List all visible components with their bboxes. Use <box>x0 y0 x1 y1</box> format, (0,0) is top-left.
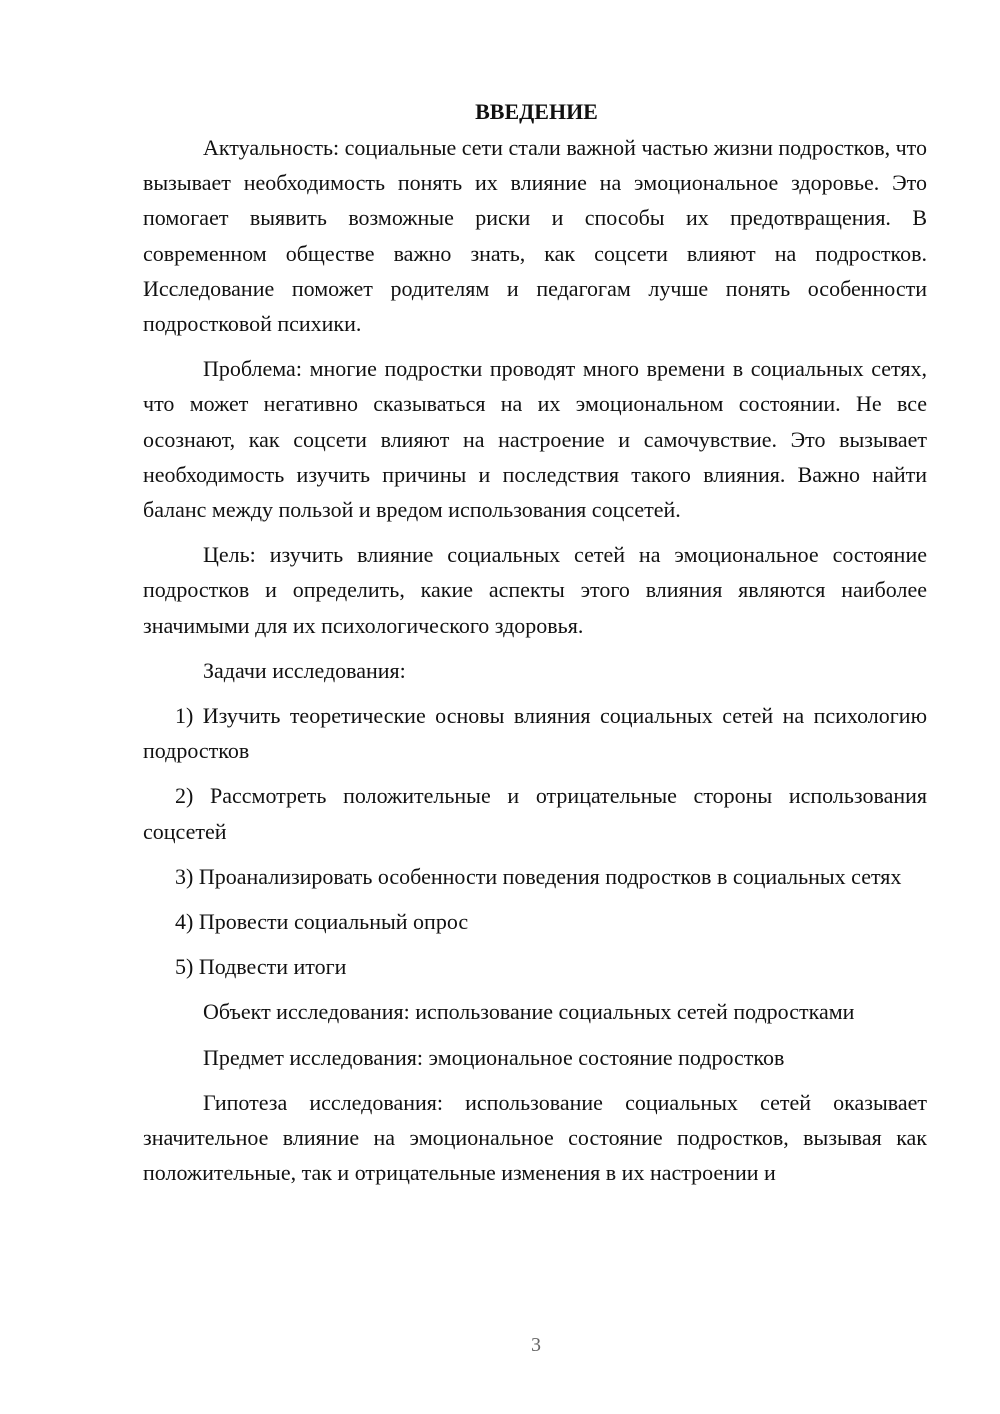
paragraph-tasks-title: Задачи исследования: <box>203 657 406 683</box>
section-heading: ВВЕДЕНИЕ <box>475 99 598 124</box>
page-number: 3 <box>531 1334 541 1356</box>
paragraph-relevance: Актуальность: социальные сети стали важной частью жизни подростков, что вызывает необходимость понять их влияние на эмоциональное здоровье. Это помогает выявить возможные риски и способы их предотвращения. В современном обществе важно знать, как соцсети влияют на подростков. Исследование поможет родителям и педагогам лучше понять особенности подростковой психики. <box>143 135 927 337</box>
task-item: 4) Провести социальный опрос <box>175 909 469 935</box>
page-content <box>143 94 927 1200</box>
task-item: 1) Изучить теоретические основы влияния социальных сетей на психологию подростков <box>143 703 927 764</box>
paragraph-problem: Проблема: многие подростки проводят много времени в социальных сетях, что может негативно сказываться на их эмоциональном состоянии. Не все осознают, как соцсети влияют на настроение и самочувствие. Это вызывает необходимость изучить причины и последствия такого влияния. Важно найти баланс между пользой и вредом использования соцсетей. <box>143 356 927 523</box>
paragraph-goal: Цель: изучить влияние социальных сетей на эмоциональное состояние подростков и определить, какие аспекты этого влияния являются наиболее значимыми для их психологического здоровья. <box>143 542 927 638</box>
task-item: 5) Подвести итоги <box>175 954 347 980</box>
paragraph-subject: Предмет исследования: эмоциональное состояние подростков <box>203 1044 785 1070</box>
task-item: 3) Проанализировать особенности поведения подростков в социальных сетях <box>175 863 902 889</box>
tasks-list <box>143 698 927 984</box>
paragraph-object: Объект исследования: использование социальных сетей подростками <box>203 999 855 1025</box>
task-item: 2) Рассмотреть положительные и отрицательные стороны использования соцсетей <box>143 783 927 844</box>
paragraph-hypothesis: Гипотеза исследования: использование социальных сетей оказывает значительное влияние на эмоциональное состояние подростков, вызывая как положительные, так и отрицательные изменения в их настроении и <box>143 1089 927 1186</box>
